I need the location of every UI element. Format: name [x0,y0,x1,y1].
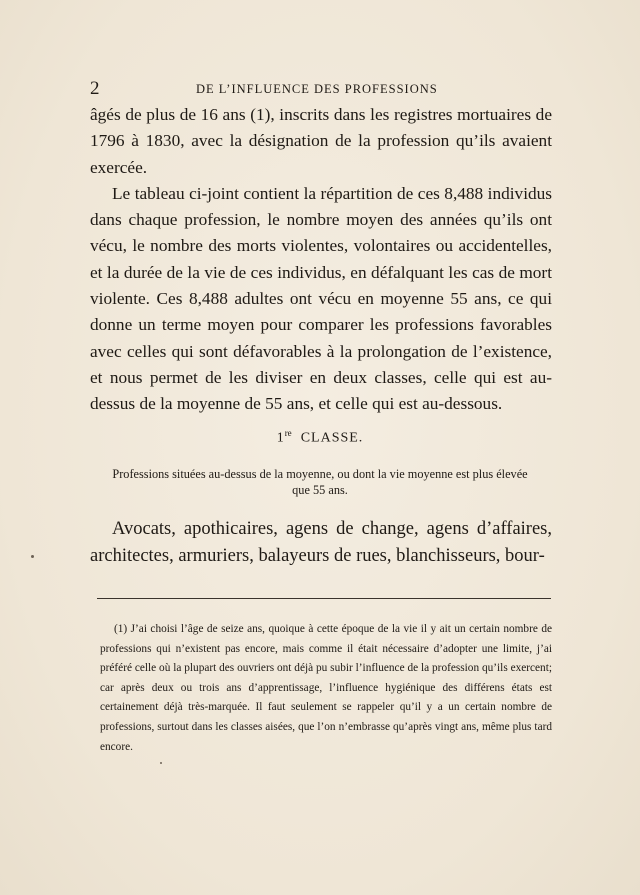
page-number: 2 [90,78,100,99]
section-title: CLASSE. [300,430,364,446]
section-number: 1 [276,430,285,446]
profession-list: Avocats, apothicaires, agens de change, agens d’affaires, architectes, armuriers, balayeurs de rues, blanchisseurs, bour- [90,519,552,566]
paper-speck [31,555,34,558]
section-heading [0,428,640,447]
footnote-divider [97,598,551,599]
page-header [88,78,552,100]
section-subtitle: Professions situées au-dessus de la moyenne, ou dont la vie moyenne est plus élevée que 55 ans. [112,467,528,497]
section-number-suffix: re [284,428,292,438]
footnote: (1) J’ai choisi l’âge de seize ans, quoique à cette époque de la vie il y ait un certain nombre de professions qui n’existent pas encore, mais comme il était nécessaire d’adopter une limite, j’ai préféré celle où la plupart des ouvriers ont déjà pu subir l’influence de la profession qu’ils exercent; car après deux ou trois ans d’apprentissage, l’influence hygiénique des différens états est certainement déjà très-marquée. Il faut seulement se rappeler qu’il y a un certain nombre de professions, surtout dans les classes aisées, que l’on n’embrasse qu’après vingt ans, même plus tard encore. [100,623,552,753]
paragraph-tableau: Le tableau ci-joint contient la répartition de ces 8,488 individus dans chaque profession, le nombre moyen des années qu’ils ont vécu, le nombre des morts violentes, volontaires ou accidentelles, et la durée de la vie de ces individus, en défalquant les cas de mort violente. Ces 8,488 adultes ont vécu en moyenne 55 ans, ce qui donne un terme moyen pour comparer les professions favorables avec celles qui sont défavorables à la prolongation de l’existence, et nous permet de les diviser en deux classes, celle qui est au-dessus de la moyenne de 55 ans, et celle qui est au-dessous. [90,183,552,414]
body-text [90,102,552,418]
paragraph-continuation: âgés de plus de 16 ans (1), inscrits dans les registres mortuaires de 1796 à 1830, avec la désignation de la profession qu’ils avaient exercée. [90,105,552,177]
paper-speck [160,762,162,764]
running-head: DE L’INFLUENCE DES PROFESSIONS [196,82,438,96]
